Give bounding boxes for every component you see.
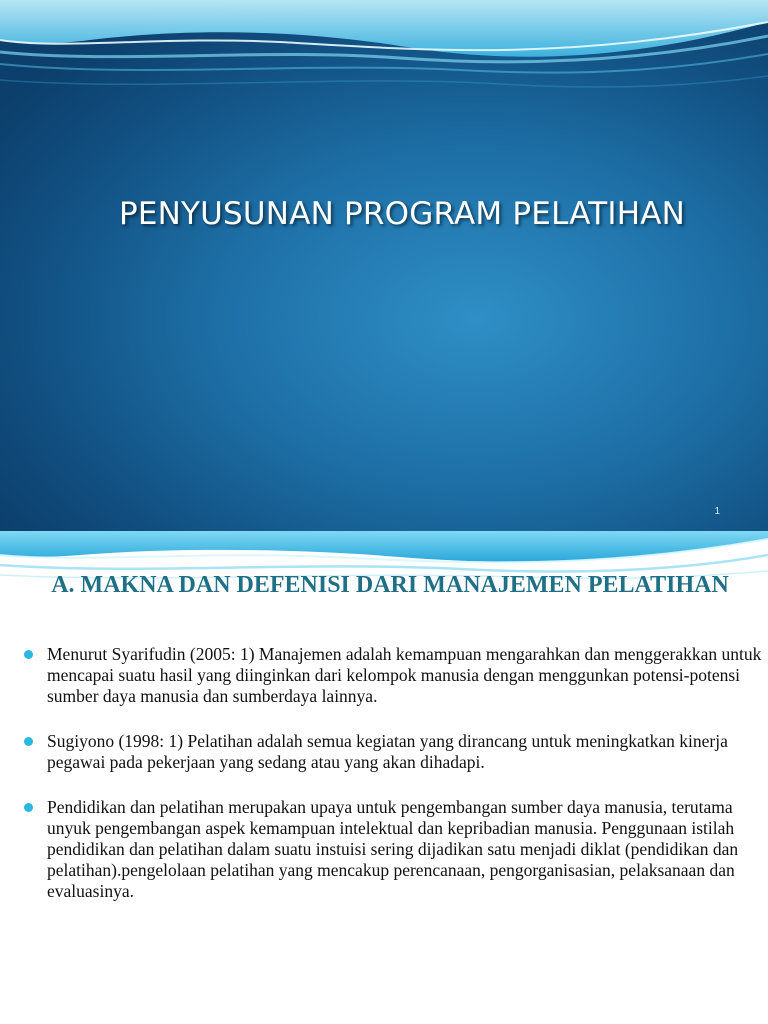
bullet-text: Pendidikan dan pelatihan merupakan upaya untuk pengembangan sumber daya manusia, terutama unyuk pengembangan aspek kemampuan intelektual dan kepribadian manusia. Penggunaan istilah pendidikan dan pelatihan dalam suatu instuisi sering dijadikan satu menjadi diklat (pendidikan dan pelatihan).pengelolaan pelatihan yang mencakup perencanaan, pengorganisasian, pelaksanaan dan evaluasinya. bbox=[47, 797, 739, 901]
bullet-text: Menurut Syarifudin (2005: 1) Manajemen adalah kemampuan mengarahkan dan menggerakkan untuk mencapai suatu hasil yang diinginkan dari kelompok manusia dengan menggunkan potensi-potensi sumber daya manusia dan sumberdaya lainnya. bbox=[47, 644, 762, 706]
list-item bbox=[22, 644, 762, 707]
bullet-icon bbox=[24, 737, 33, 746]
content-slide bbox=[0, 531, 768, 1024]
slide-number: 1 bbox=[714, 506, 720, 517]
list-item bbox=[22, 731, 762, 773]
bullet-text: Sugiyono (1998: 1) Pelatihan adalah semua kegiatan yang dirancang untuk meningkatkan kinerja pegawai pada pekerjaan yang sedang atau yang akan dihadapi. bbox=[47, 731, 728, 772]
section-heading: A. MAKNA DAN DEFENISI DARI MANAJEMEN PELATIHAN bbox=[51, 572, 729, 598]
wave-decoration bbox=[0, 0, 768, 100]
slide-title: PENYUSUNAN PROGRAM PELATIHAN bbox=[118, 196, 686, 232]
list-item bbox=[22, 797, 762, 902]
bullet-icon bbox=[24, 650, 33, 659]
bullet-list bbox=[22, 644, 762, 902]
bullet-icon bbox=[24, 803, 33, 812]
